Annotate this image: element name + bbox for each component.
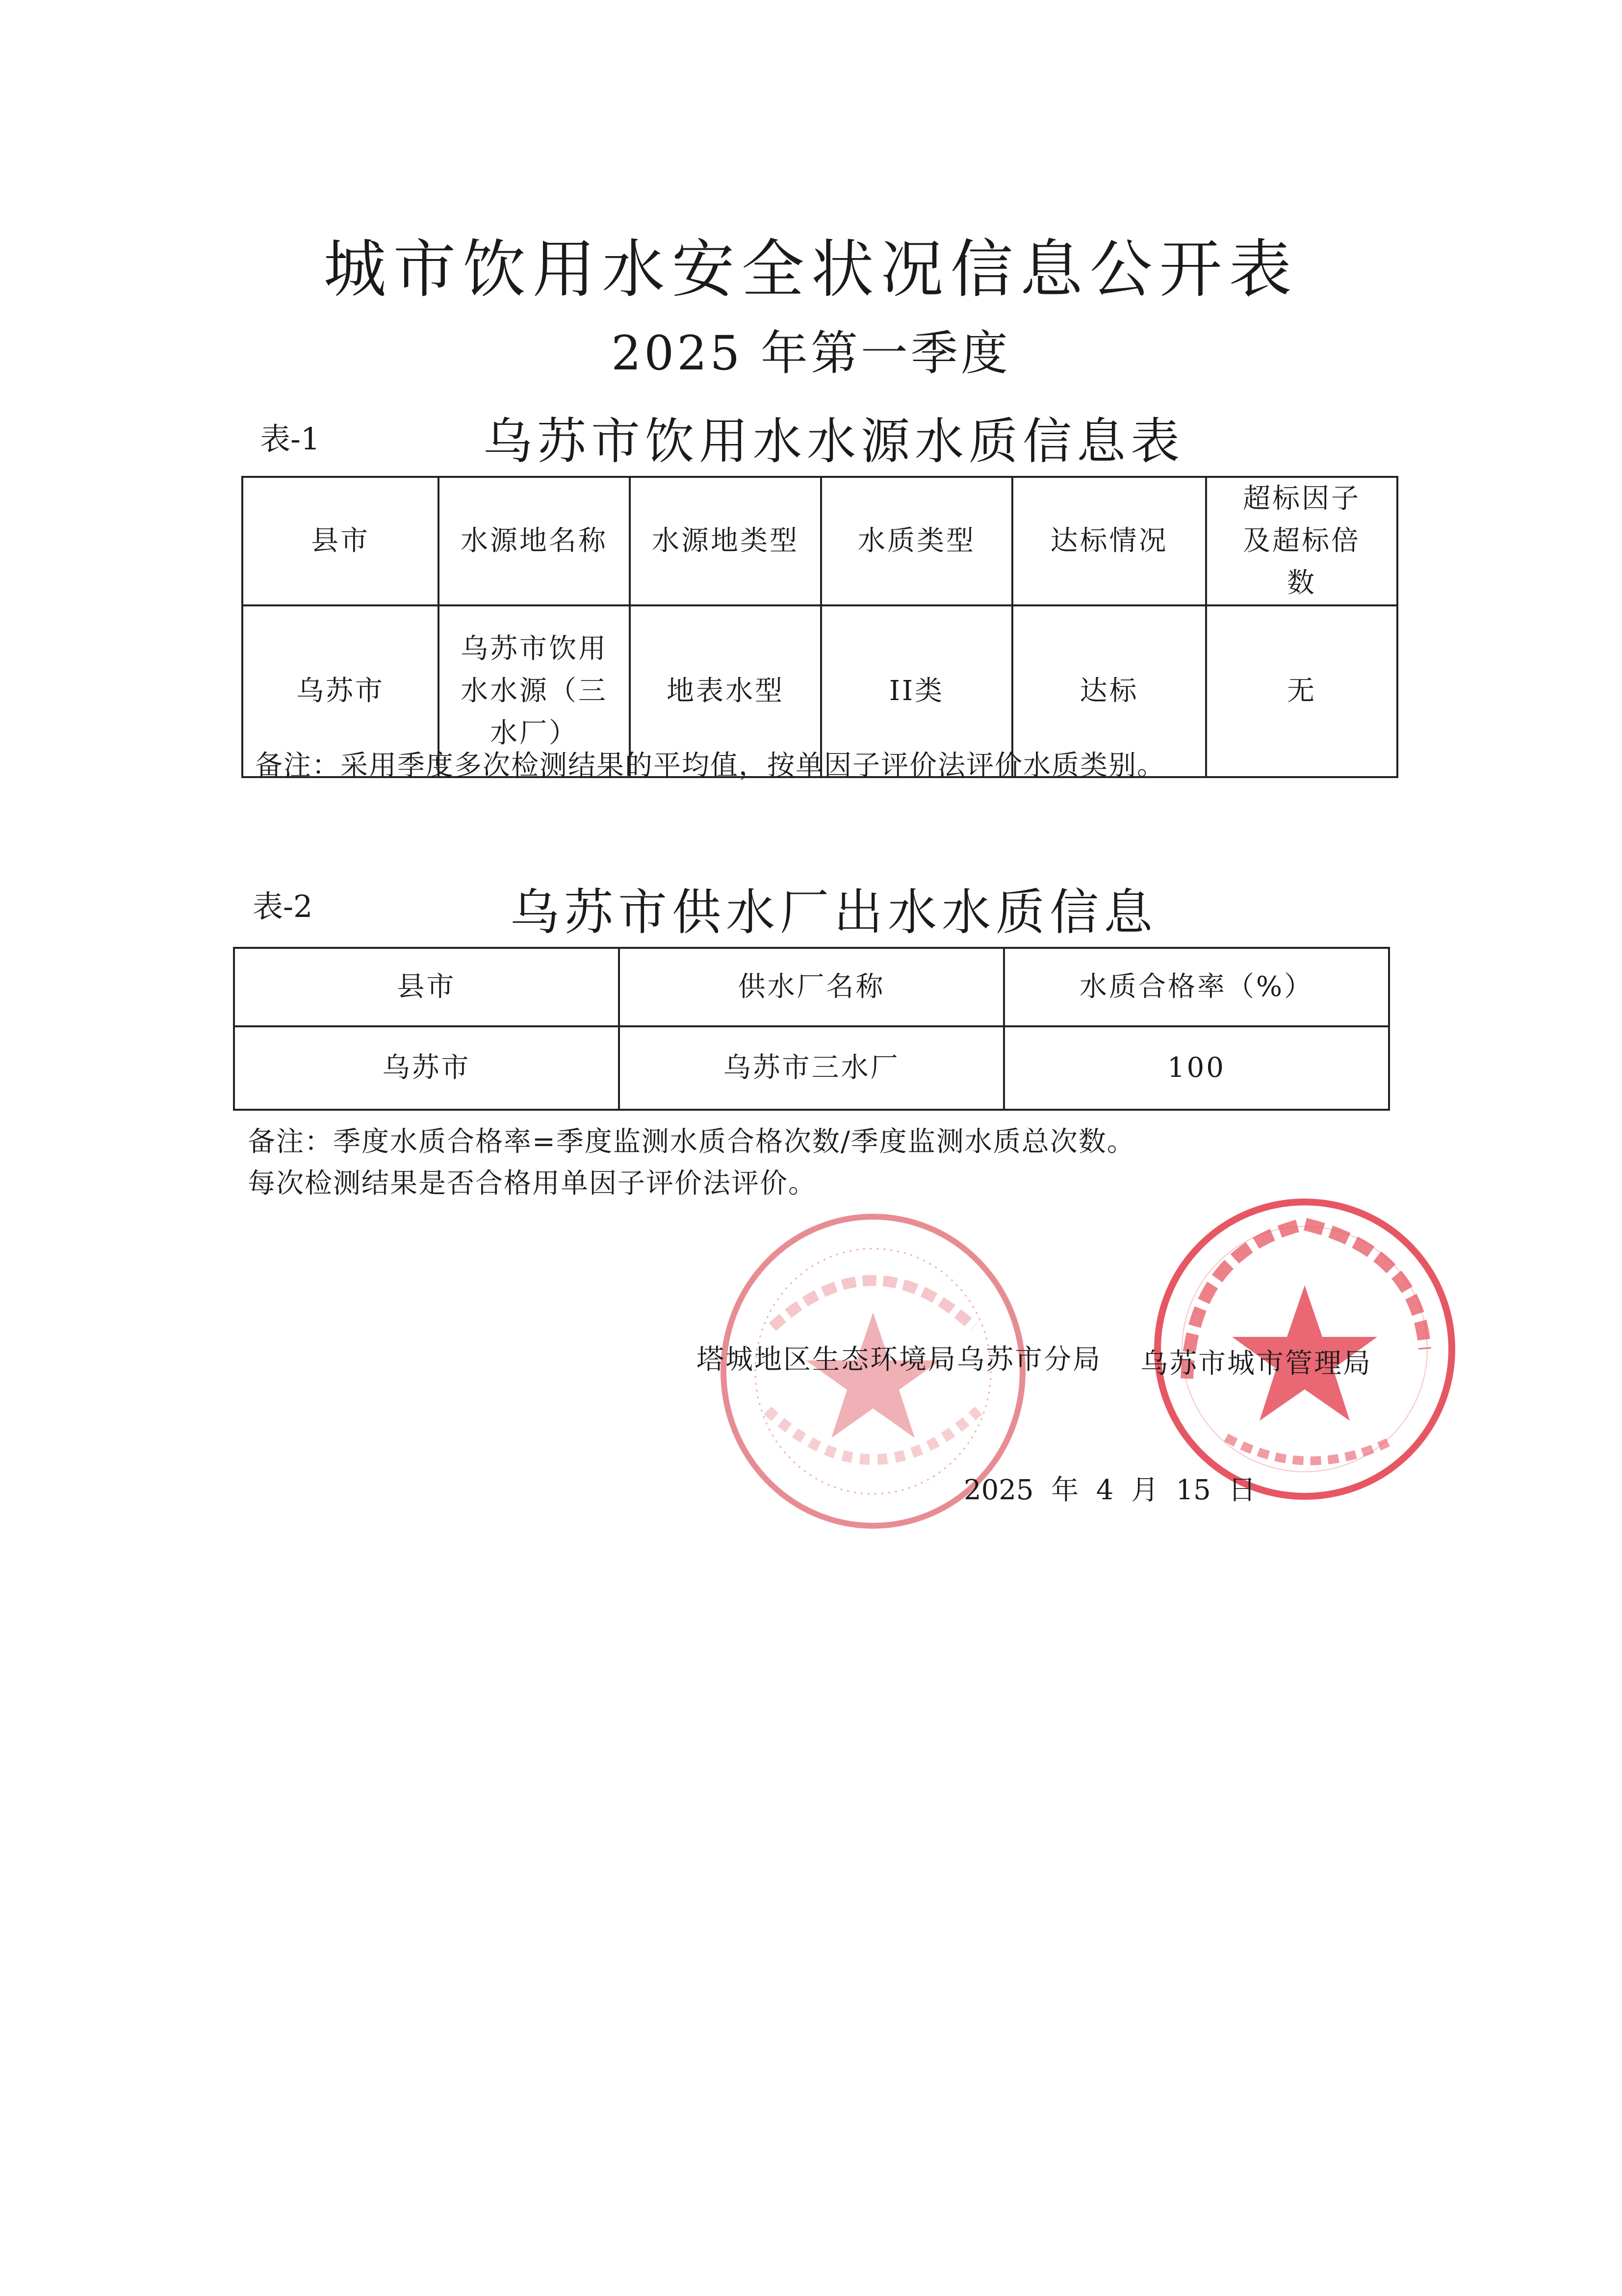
table1-cell-source-type: 地表水型 — [630, 605, 821, 777]
table2-note-line1: 备注：季度水质合格率=季度监测水质合格次数/季度监测水质总次数。 — [248, 1126, 1135, 1158]
table1-header-compliance: 达标情况 — [1012, 477, 1206, 605]
table2-title: 乌苏市供水厂出水水质信息 — [510, 884, 1158, 941]
table1-header-source-type: 水源地类型 — [630, 477, 821, 605]
water-source-table — [241, 476, 1398, 778]
table1-header-row — [242, 477, 1397, 605]
signature-date: 2025 年 4 月 15 日 — [964, 1474, 1256, 1506]
table1-header-county: 县市 — [242, 477, 438, 605]
water-plant-table — [233, 947, 1390, 1111]
table1-note: 备注：采用季度多次检测结果的平均值，按单因子评价法评价水质类别。 — [255, 750, 1165, 782]
signature-org-city-management: 乌苏市城市管理局 — [1140, 1348, 1372, 1380]
table2-header-row — [234, 948, 1389, 1026]
table1-title: 乌苏市饮用水水源水质信息表 — [483, 413, 1184, 470]
table1-header-exceed-factor: 超标因子及超标倍数 — [1206, 477, 1397, 605]
table2-header-pass-rate: 水质合格率（%） — [1004, 948, 1389, 1026]
table1-cell-quality-type: II类 — [821, 605, 1012, 777]
table2-cell-pass-rate: 100 — [1004, 1026, 1389, 1110]
table-row — [234, 1026, 1389, 1110]
table2-header-plant-name: 供水厂名称 — [619, 948, 1004, 1026]
document-title: 城市饮用水安全状况信息公开表 — [323, 233, 1299, 306]
table1-header-source-name: 水源地名称 — [438, 477, 630, 605]
table1-cell-source-name: 乌苏市饮用水水源（三水厂） — [438, 605, 630, 777]
table2-cell-county: 乌苏市 — [234, 1026, 619, 1110]
table1-cell-compliance: 达标 — [1012, 605, 1206, 777]
table2-header-county: 县市 — [234, 948, 619, 1026]
table1-cell-county: 乌苏市 — [242, 605, 438, 777]
table2-label: 表-2 — [253, 888, 313, 924]
table1-cell-exceed-factor: 无 — [1206, 605, 1397, 777]
table1-header-quality-type: 水质类型 — [821, 477, 1012, 605]
signature-org-environment: 塔城地区生态环境局乌苏市分局 — [696, 1344, 1102, 1376]
document-period: 2025 年第一季度 — [611, 326, 1011, 381]
table2-note-line2: 每次检测结果是否合格用单因子评价法评价。 — [248, 1168, 817, 1200]
table1-label: 表-1 — [260, 421, 320, 457]
table2-cell-plant-name: 乌苏市三水厂 — [619, 1026, 1004, 1110]
